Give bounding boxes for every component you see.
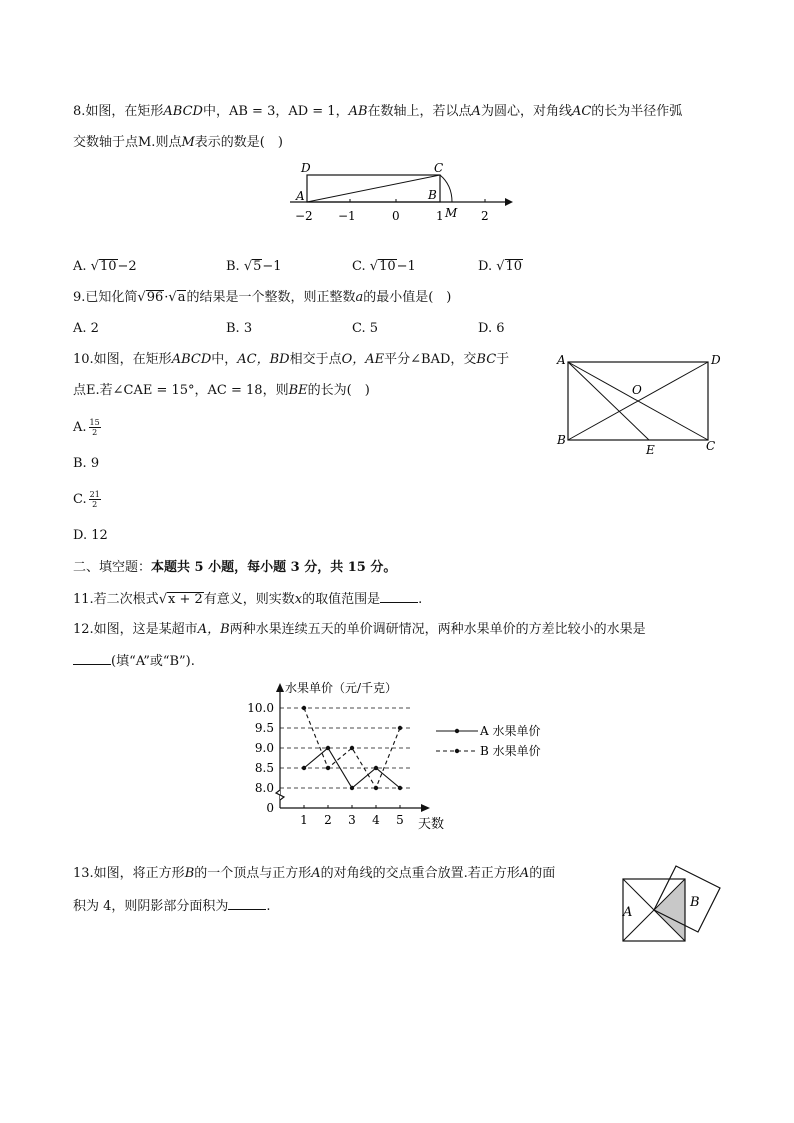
y-tick-label: 8.0	[254, 781, 274, 795]
q11-answer-blank[interactable]	[380, 590, 418, 603]
y-tick-label: 0	[266, 801, 274, 815]
q13-line-1: 13.如图，将正方形B的一个顶点与正方形A的对角线的交点重合放置.若正方形A的面	[73, 866, 556, 881]
q10-figure	[552, 350, 732, 460]
data-point-b	[374, 786, 378, 790]
q12-answer-blank[interactable]	[73, 652, 111, 665]
data-point-a	[302, 766, 306, 770]
q10-label-a: A	[557, 353, 566, 367]
q10-option-a: A. $\frac{15}{2}$	[73, 418, 100, 437]
q12-line-chart	[240, 678, 560, 833]
q9-line: 9.已知化简√96·√a的结果是一个整数，则正整数a的最小值是( )	[73, 290, 452, 305]
q10-line-2: 点E.若∠CAE = 15°，AC = 18，则BE的长为( )	[73, 383, 370, 398]
chart-legend	[436, 723, 541, 758]
q10-option-d: D. 12	[73, 528, 108, 543]
q10-label-o: O	[632, 383, 642, 397]
q10-line-1: 10.如图，在矩形ABCD中，AC，BD相交于点O，AE平分∠BAD，交BC于	[73, 352, 510, 367]
q13-figure	[612, 862, 732, 952]
q8-tick-label: 2	[481, 209, 489, 223]
q8-line-1: 8.如图，在矩形ABCD中，AB = 3，AD = 1，AB在数轴上，若以点A为圆心，对角线AC的长为半径作弧	[73, 104, 683, 119]
q13-answer-blank[interactable]	[228, 897, 266, 910]
q9-option-a: A. 2	[73, 321, 99, 336]
q8-tick-label: 0	[392, 209, 400, 223]
y-tick-label: 8.5	[254, 761, 274, 775]
q13-square-b	[654, 866, 720, 932]
legend-label-b: B 水果单价	[480, 744, 541, 758]
q8-option-c: C. √10−1	[352, 259, 416, 274]
q8-label-c: C	[434, 161, 444, 175]
x-axis-arrow	[421, 804, 430, 812]
y-tick-label: 9.0	[254, 741, 274, 755]
q8-label-a: A	[296, 189, 305, 203]
section-2-heading: 二、填空题：本题共 5 小题，每小题 3 分，共 15 分。	[73, 560, 397, 575]
q10-label-d: D	[711, 353, 721, 367]
q9-option-c: C. 5	[352, 321, 379, 336]
data-point-b	[350, 746, 354, 750]
x-tick-label: 2	[324, 813, 332, 827]
q8-figure	[280, 155, 520, 230]
q13-label-b: B	[690, 895, 700, 910]
q8-option-a: A. √10−2	[73, 259, 137, 274]
q8-option-d: D. √10	[478, 259, 523, 274]
q11-line: 11.若二次根式√x + 2有意义，则实数x的取值范围是 .	[73, 592, 423, 607]
axis-break	[276, 790, 284, 800]
data-point-b	[326, 766, 330, 770]
data-point-b	[302, 706, 306, 710]
x-tick-label: 3	[348, 813, 356, 827]
legend-marker-a	[455, 729, 459, 733]
q13-line-2: 积为 4，则阴影部分面积为 .	[73, 899, 271, 914]
q8-tick-label: −2	[295, 209, 313, 223]
q8-label-m: M	[445, 206, 458, 220]
q8-option-b: B. √5−1	[226, 259, 282, 274]
x-tick-label: 4	[372, 813, 380, 827]
q10-label-b: B	[557, 433, 566, 447]
y-tick-label: 9.5	[254, 721, 274, 735]
q13-shaded-region	[654, 879, 685, 941]
chart-title: 水果单价（元/千克）	[285, 681, 398, 695]
x-axis-label: 天数	[418, 817, 445, 832]
q8-tick-label: −1	[338, 209, 356, 223]
q12-line-1: 12.如图，这是某超市A，B两种水果连续五天的单价调研情况，两种水果单价的方差比较小的水果是	[73, 622, 646, 637]
q8-diagonal-ac	[307, 175, 440, 202]
q10-label-e: E	[646, 443, 655, 457]
x-tick-label: 5	[396, 813, 404, 827]
q10-option-c: C. $\frac{21}{2}$	[73, 490, 100, 509]
data-point-a	[350, 786, 354, 790]
data-point-b	[398, 726, 402, 730]
legend-label-a: A 水果单价	[480, 724, 541, 738]
x-tick-label: 1	[300, 813, 308, 827]
q8-label-d: D	[301, 161, 311, 175]
q8-arc	[440, 175, 452, 202]
q8-tick-label: 1	[436, 209, 444, 223]
legend-marker-b	[455, 749, 459, 753]
q8-label-b: B	[428, 188, 437, 202]
y-tick-label: 10.0	[247, 701, 274, 715]
q9-option-d: D. 6	[478, 321, 505, 336]
data-point-a	[398, 786, 402, 790]
q8-line-2: 交数轴于点M.则点M表示的数是( )	[73, 135, 283, 150]
data-point-a	[374, 766, 378, 770]
q10-option-b: B. 9	[73, 456, 100, 471]
data-point-a	[326, 746, 330, 750]
q9-option-b: B. 3	[226, 321, 253, 336]
y-axis-arrow	[276, 683, 284, 692]
q12-line-2: (填“A”或“B”).	[73, 652, 195, 671]
q13-label-a: A	[623, 905, 633, 920]
q10-label-c: C	[706, 439, 716, 453]
q10-segment-ae	[568, 362, 649, 440]
